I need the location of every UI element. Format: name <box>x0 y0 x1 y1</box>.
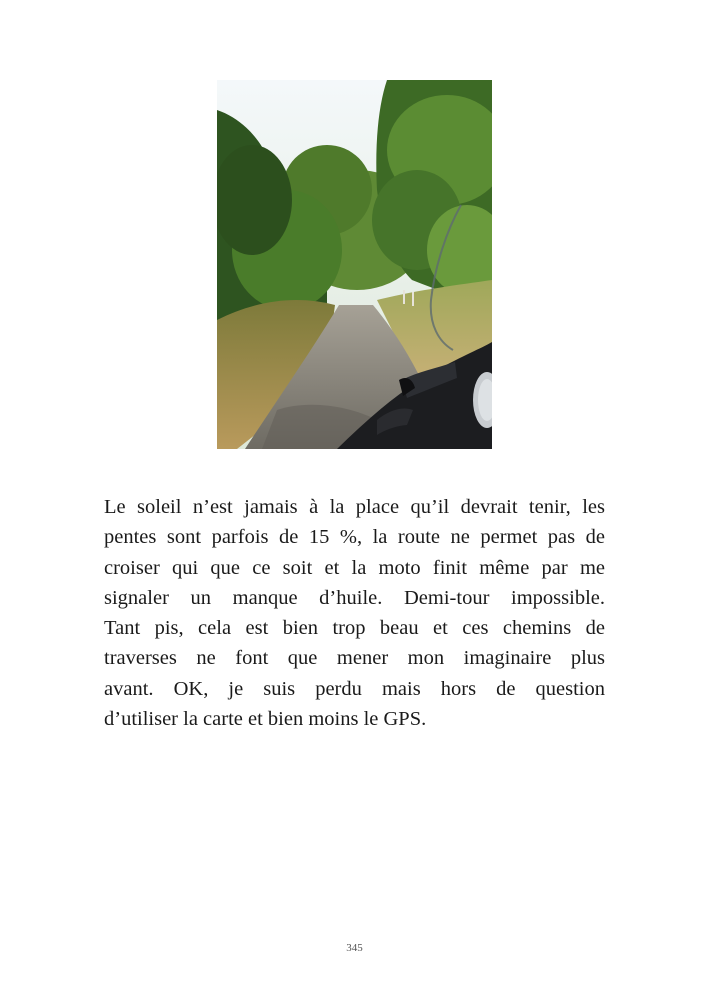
paragraph-line: croiser qui que ce soit et la moto finit même par me <box>104 556 605 579</box>
paragraph-line: d’utiliser la carte et bien moins le GPS. <box>104 708 427 731</box>
paragraph-line: Tant pis, cela est bien trop beau et ces chemins de <box>104 617 605 640</box>
road-photo-illustration <box>217 80 492 449</box>
paragraph-line: signaler un manque d’huile. Demi-tour impossible. <box>104 586 605 609</box>
body-paragraph <box>104 492 605 734</box>
page-number: 345 <box>346 942 363 954</box>
paragraph-line: traverses ne font que mener mon imaginaire plus <box>104 647 605 670</box>
road-photo <box>217 80 492 449</box>
paragraph-line: pentes sont parfois de 15 %, la route ne permet pas de <box>104 526 605 549</box>
paragraph-line: Le soleil n’est jamais à la place qu’il devrait tenir, les <box>104 496 605 518</box>
paragraph-line: avant. OK, je suis perdu mais hors de question <box>104 677 605 700</box>
